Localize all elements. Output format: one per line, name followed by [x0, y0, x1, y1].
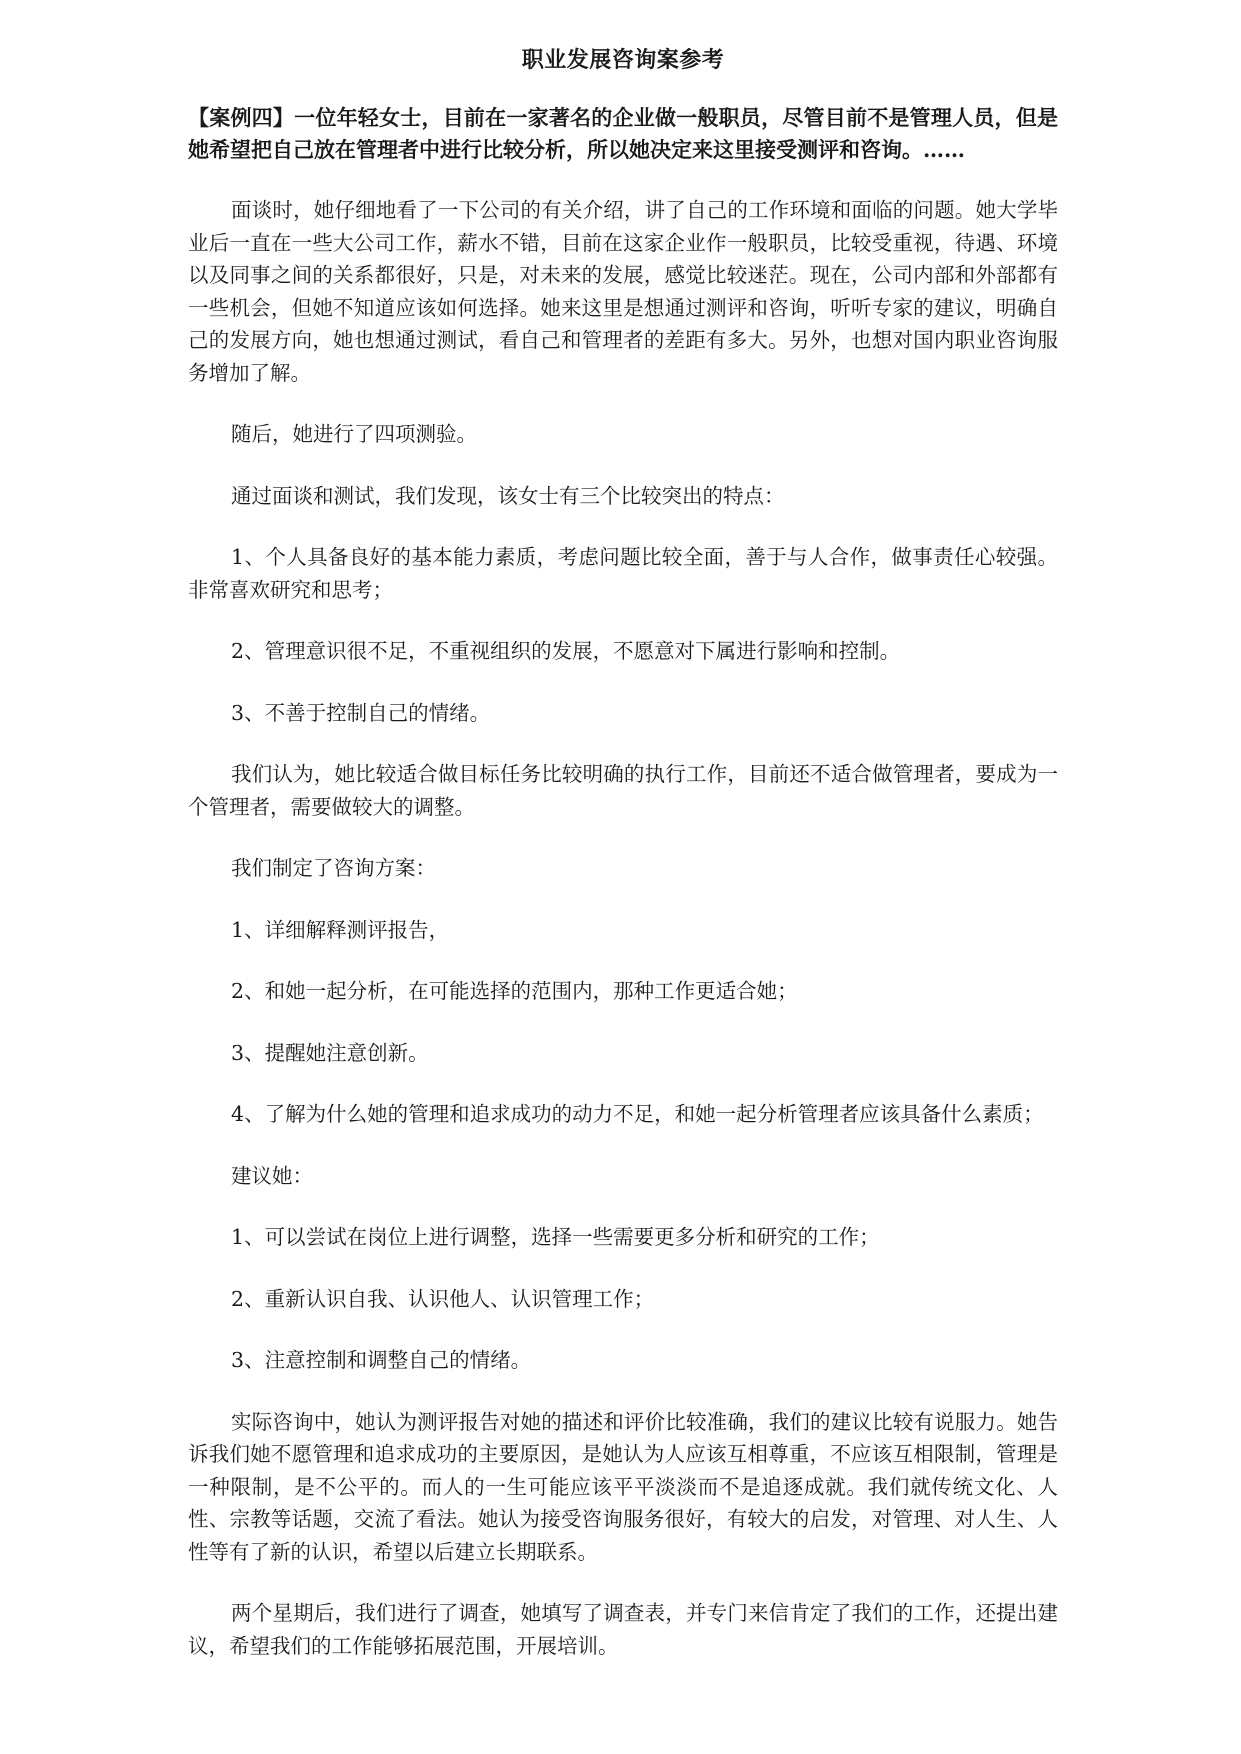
- document-page: [188, 40, 1058, 1691]
- paragraph-followup: 两个星期后，我们进行了调查，她填写了调查表，并专门来信肯定了我们的工作，还提出建议，希望我们的工作能够拓展范围，开展培训。: [188, 1601, 1058, 1658]
- paragraph-findings-intro: 通过面谈和测试，我们发现，该女士有三个比较突出的特点：: [231, 483, 785, 508]
- paragraph-finding-2: 2、管理意识很不足，不重视组织的发展，不愿意对下属进行影响和控制。: [231, 639, 901, 663]
- paragraph-plan-intro: 我们制定了咨询方案：: [231, 856, 437, 880]
- paragraph-advice-intro: 建议她：: [231, 1163, 314, 1188]
- paragraph-advice-2: 2、重新认识自我、认识他人、认识管理工作；: [231, 1286, 655, 1311]
- paragraph-plan-4: 4、了解为什么她的管理和追求成功的动力不足，和她一起分析管理者应该具备什么素质；: [231, 1102, 1044, 1126]
- paragraph-finding-1: 1、个人具备良好的基本能力素质，考虑问题比较全面，善于与人合作，做事责任心较强。非常喜欢研究和思考；: [188, 545, 1058, 602]
- paragraph-interview: 面谈时，她仔细地看了一下公司的有关介绍，讲了自己的工作环境和面临的问题。她大学毕业后一直在一些大公司工作，薪水不错，目前在这家企业作一般职员，比较受重视，待遇、环境以及同事之间的关系都很好，只是，对未来的发展，感觉比较迷茫。现在，公司内部和外部都有一些机会，但她不知道应该如何选择。她来这里是想通过测评和咨询，听听专家的建议，明确自己的发展方向，她也想通过测试，看自己和管理者的差距有多大。另外，也想对国内职业咨询服务增加了解。: [188, 198, 1058, 385]
- paragraph-plan-3: 3、提醒她注意创新。: [231, 1040, 429, 1065]
- paragraph-advice-1: 1、可以尝试在岗位上进行调整，选择一些需要更多分析和研究的工作；: [231, 1225, 880, 1249]
- paragraph-consultation: 实际咨询中，她认为测评报告对她的描述和评价比较准确，我们的建议比较有说服力。她告诉我们她不愿管理和追求成功的主要原因，是她认为人应该互相尊重，不应该互相限制，管理是一种限制，是不公平的。而人的一生可能应该平平淡淡而不是追逐成就。我们就传统文化、人性、宗教等话题，交流了看法。她认为接受咨询服务很好，有较大的启发，对管理、对人生、人性等有了新的认识，希望以后建立长期联系。: [188, 1409, 1058, 1564]
- paragraph-advice-3: 3、注意控制和调整自己的情绪。: [231, 1348, 532, 1372]
- paragraph-plan-1: 1、详细解释测评报告，: [231, 917, 450, 942]
- paragraph-conclusion: 我们认为，她比较适合做目标任务比较明确的执行工作，目前还不适合做管理者，要成为一个管理者，需要做较大的调整。: [188, 762, 1058, 819]
- paragraph-plan-2: 2、和她一起分析，在可能选择的范围内，那种工作更适合她；: [231, 979, 798, 1003]
- paragraph-finding-3: 3、不善于控制自己的情绪。: [231, 700, 491, 725]
- case-intro: 【案例四】一位年轻女士，目前在一家著名的企业做一般职员，尽管目前不是管理人员，但是她希望把自己放在管理者中进行比较分析，所以她决定来这里接受测评和咨询。……: [188, 105, 1058, 162]
- document-title: 职业发展咨询案参考: [521, 47, 725, 73]
- paragraph-tests: 随后，她进行了四项测验。: [231, 422, 478, 446]
